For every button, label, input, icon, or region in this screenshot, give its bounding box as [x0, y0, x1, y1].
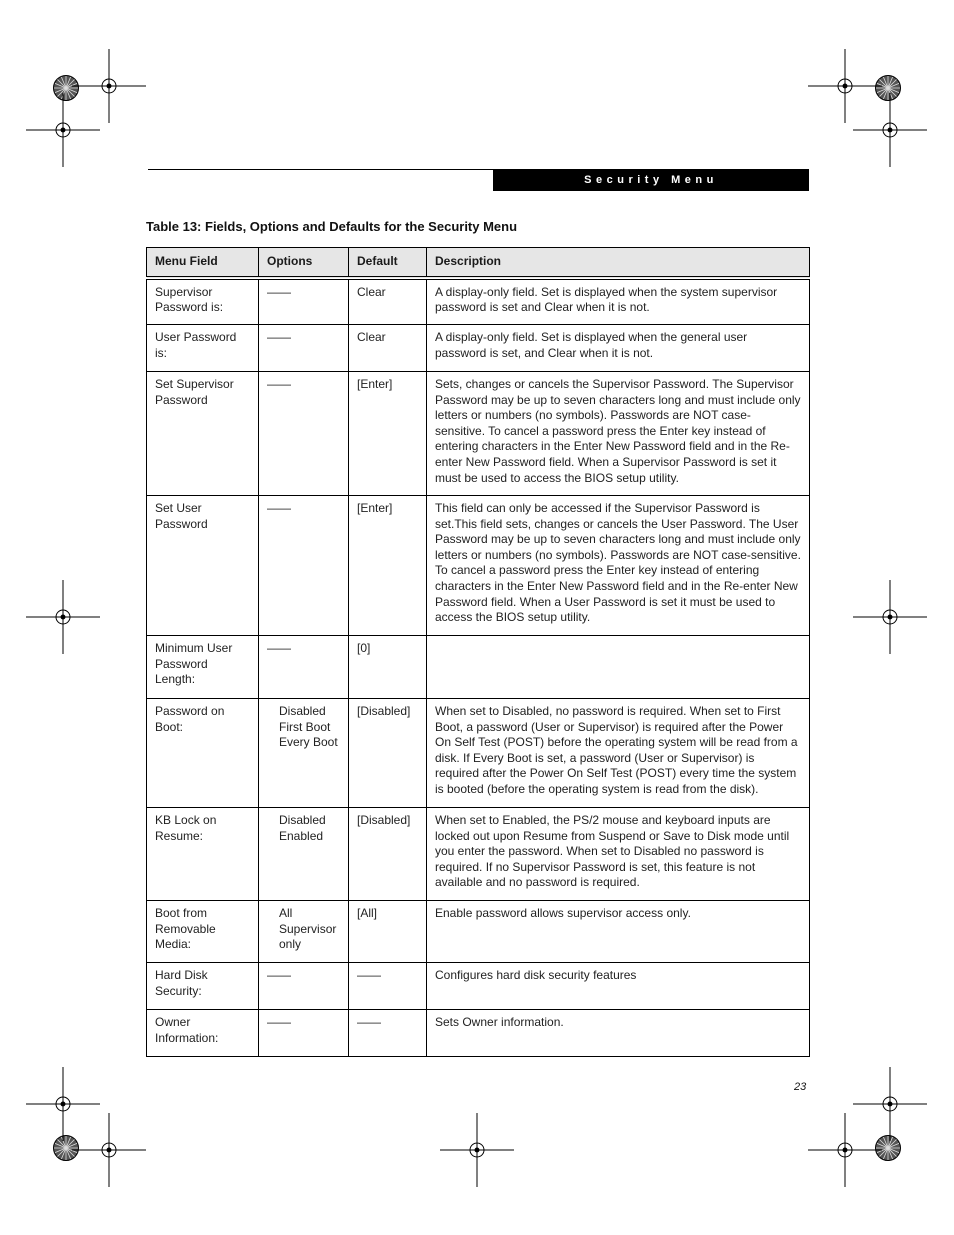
option-item: ——: [267, 1015, 291, 1029]
cell-description: Sets, changes or cancels the Supervisor Password. The Supervisor Password may be up to seven characters long and must include only letters or numbers (no symbols). Passwords are NOT case- sensitive. To cancel a password press the Enter key instead of entering characters in the Enter New Password field and in the Re-enter New Password field. When a Supervisor Password is set it must be used to access the BIOS setup utility.: [427, 372, 810, 496]
cell-default: ——: [349, 963, 427, 1010]
option-item: Disabled: [279, 704, 326, 718]
column-header-default: Default: [349, 248, 427, 278]
column-header-menu-field: Menu Field: [147, 248, 259, 278]
cell-default: ——: [349, 1010, 427, 1057]
crosshair-mark: [72, 1113, 146, 1187]
cell-description: Sets Owner information.: [427, 1010, 810, 1057]
option-item: Every Boot: [279, 735, 338, 750]
cell-menu-field: User Password is:: [147, 325, 259, 372]
cell-default: [Disabled]: [349, 808, 427, 901]
cell-menu-field: KB Lock on Resume:: [147, 808, 259, 901]
cell-menu-field: Owner Information:: [147, 1010, 259, 1057]
cell-description: Enable password allows supervisor access only.: [427, 901, 810, 963]
cell-description: A display-only field. Set is displayed when the general user password is set, and Clear when it is not.: [427, 325, 810, 372]
cell-description: When set to Enabled, the PS/2 mouse and keyboard inputs are locked out upon Resume from Suspend or Save to Disk mode until you enter the password. When set to Disabled no password is required. If no Supervisor Password is set, this feature is not available and no password is required.: [427, 808, 810, 901]
cell-menu-field: Supervisor Password is:: [147, 278, 259, 325]
starburst-mark-bottom-left: [54, 1136, 79, 1161]
option-item: ——: [267, 330, 291, 344]
option-item: Disabled: [279, 813, 326, 827]
cell-default: [Enter]: [349, 372, 427, 496]
column-header-options: Options: [259, 248, 349, 278]
cell-menu-field: Minimum User Password Length:: [147, 636, 259, 699]
option-item: First Boot: [279, 719, 331, 734]
section-label: Security Menu: [584, 174, 718, 186]
cell-default: [0]: [349, 636, 427, 699]
crosshair-mark: [26, 580, 100, 654]
cell-description: When set to Disabled, no password is required. When set to First Boot, a password (User or Supervisor) is required after the Power On Self Test (POST) before the operating system will be read from a disk. If Every Boot is set, a password (User or Supervisor) is required after the Power On Self Test (POST) every time the system is booted (before the operating system is read from the disk).: [427, 699, 810, 808]
crosshair-mark: [808, 1113, 882, 1187]
cell-menu-field: Set User Password: [147, 496, 259, 636]
option-item: All: [279, 906, 293, 920]
crosshair-mark: [440, 1113, 514, 1187]
crosshair-mark: [72, 49, 146, 123]
column-header-description: Description: [427, 248, 810, 278]
starburst-mark-top-left: [54, 76, 79, 101]
cell-menu-field: Password on Boot:: [147, 699, 259, 808]
crosshair-mark: [26, 1067, 100, 1141]
page-number: 23: [794, 1081, 807, 1093]
table-title: Table 13: Fields, Options and Defaults for the Security Menu: [146, 219, 518, 234]
cell-description: Configures hard disk security features: [427, 963, 810, 1010]
option-item: Supervisor only: [279, 921, 337, 952]
crosshair-mark: [26, 93, 100, 167]
option-item: ——: [267, 641, 291, 655]
option-item: ——: [267, 377, 291, 391]
cell-description: This field can only be accessed if the Supervisor Password is set.This field sets, changes or cancels the User Password. The User Password may be up to seven characters long and must include only letters or numbers (no symbols). Passwords are NOT case-sensitive. To cancel a password press the Enter key instead of entering characters in the Enter New Password field and in the Re-enter New Password field. When a User Password is set it must be used to access the BIOS setup utility.: [427, 496, 810, 636]
cell-default: [Enter]: [349, 496, 427, 636]
crosshair-mark: [853, 580, 927, 654]
cell-default: [Disabled]: [349, 699, 427, 808]
starburst-mark-top-right: [876, 76, 901, 101]
option-item: ——: [267, 284, 291, 299]
starburst-mark-bottom-right: [876, 1136, 901, 1161]
crosshair-mark: [853, 93, 927, 167]
cell-default: Clear: [349, 278, 427, 325]
cell-menu-field: Set Supervisor Password: [147, 372, 259, 496]
cell-default: [All]: [349, 901, 427, 963]
option-item: Enabled: [279, 828, 324, 843]
cell-menu-field: Boot from Removable Media:: [147, 901, 259, 963]
crosshair-mark: [808, 49, 882, 123]
cell-description: A display-only field. Set is displayed when the system supervisor password is set and Clear when it is not.: [427, 278, 810, 325]
cell-menu-field: Hard Disk Security:: [147, 963, 259, 1010]
option-item: ——: [267, 968, 291, 982]
cell-default: Clear: [349, 325, 427, 372]
crosshair-mark: [853, 1067, 927, 1141]
option-item: ——: [267, 501, 291, 515]
